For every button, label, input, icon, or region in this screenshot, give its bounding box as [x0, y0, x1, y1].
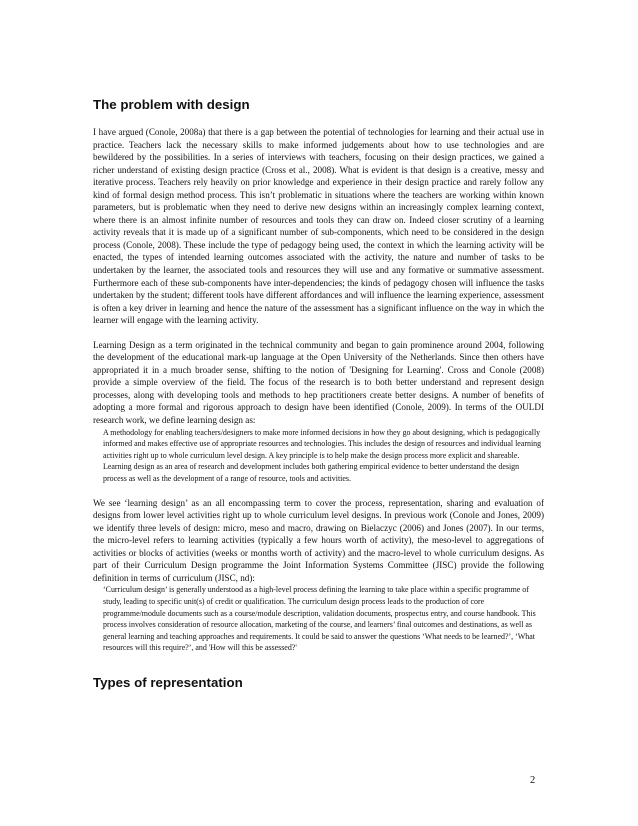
page-number: 2 [530, 775, 536, 786]
page-content [93, 97, 544, 691]
paragraph-levels-of-design: We see ‘learning design’ as an all encompassing term to cover the process, representation, sharing and evaluation of designs from lower level activities right up to whole curriculum level designs. In previous work (Conole and Jones, 2009) we identify three levels of design: micro, meso and macro, drawing on Bielaczyc (2006) and Jones (2007). In our terms, the micro-level refers to learning activities (typically a few hours worth of activity), the meso-level to aggregations of activities or blocks of activities (weeks or months worth of activity) and the macro-level to whole curriculum designs. As part of their Curriculum Design programme the Joint Information Systems Committee (JISC) provide the following definition in terms of curriculum (JISC, nd): [93, 497, 544, 583]
quote-curriculum-design-definition: ‘Curriculum design’ is generally understood as a high-level process defining the learning to take place within a specific programme of study, leading to specific unit(s) of credit or qualification. The curriculum design process leads to the production of core programme/module documents such as a course/module description, validation documents, prospectus entry, and course handbook. This process involves consideration of resource allocation, marketing of the course, and learners’ final outcomes and destinations, as well as general learning and teaching approaches and requirements. It could be said to answer the questions ‘What needs to be learned?’, ‘What resources will this require?’, and 'How will this be assessed?' [103, 585, 536, 653]
paragraph-learning-design-origin: Learning Design as a term originated in the technical community and began to gain prominence around 2004, following the development of the educational mark-up language at the Open University of the Netherlands. Since then others have appropriated it in a much broader sense, shifting to the notion of 'Designing for Learning'. Cross and Conole (2008) provide a simple overview of the field. The focus of the research is to both better understand and represent design processes, along with developing tools and methods to hep practitioners create better designs. A number of benefits of adopting a more formal and rigorous approach to design have been identified (Conole, 2009). In terms of the OULDI research work, we define learning design as: [93, 339, 544, 426]
paragraph-design-gap: I have argued (Conole, 2008a) that there is a gap between the potential of technologies for learning and their actual use in practice. Teachers lack the necessary skills to make informed judgements about how to use technologies and are bewildered by the possibilities. In a series of interviews with teachers, focusing on their design practices, we gained a richer understand of existing design practice (Cross et al., 2008). What is evident is that design is a creative, messy and iterative process. Teachers rely heavily on prior knowledge and experience in their design practice and rarely follow any kind of formal design method process. This isn’t problematic in situations where the teachers are working within known parameters, but is problematic when they need to derive new designs within an increasingly complex learning context, where there is an almost infinite number of resources and tools they can draw on. Indeed closer scrutiny of a learning activity reveals that it is made up of a significant number of sub-components, which need to be considered in the design process (Conole, 2008). These include the type of pedagogy being used, the context in which the learning activity will be enacted, the types of intended learning outcomes associated with the activity, the nature and number of tasks to be undertaken by the learner, the associated tools and resources they will use and any formative or summative assessment. Furthermore each of these sub-components have inter-dependencies; the kinds of pedagogy chosen will influence the tasks undertaken by the student; different tools have different affordances and will influence the learning experience, assessment is often a key driver in learning and hence the nature of the assessment has a significant influence on the way in which the learner will engage with the learning activity. [93, 127, 544, 326]
section-heading-types-of-representation: Types of representation [93, 674, 243, 690]
quote-learning-design-definition: A methodology for enabling teachers/designers to make more informed decisions in how they go about designing, which is pedagogically informed and makes effective use of appropriate resources and technologies. This includes the design of resources and individual learning activities right up to whole curriculum level design. A key principle is to help make the design process more explicit and shareable. Learning design as an area of research and development includes both gathering empirical evidence to better understand the design process as well as the development of a range of resource, tools and activities. [103, 427, 542, 483]
section-heading-problem-with-design: The problem with design [93, 97, 250, 112]
